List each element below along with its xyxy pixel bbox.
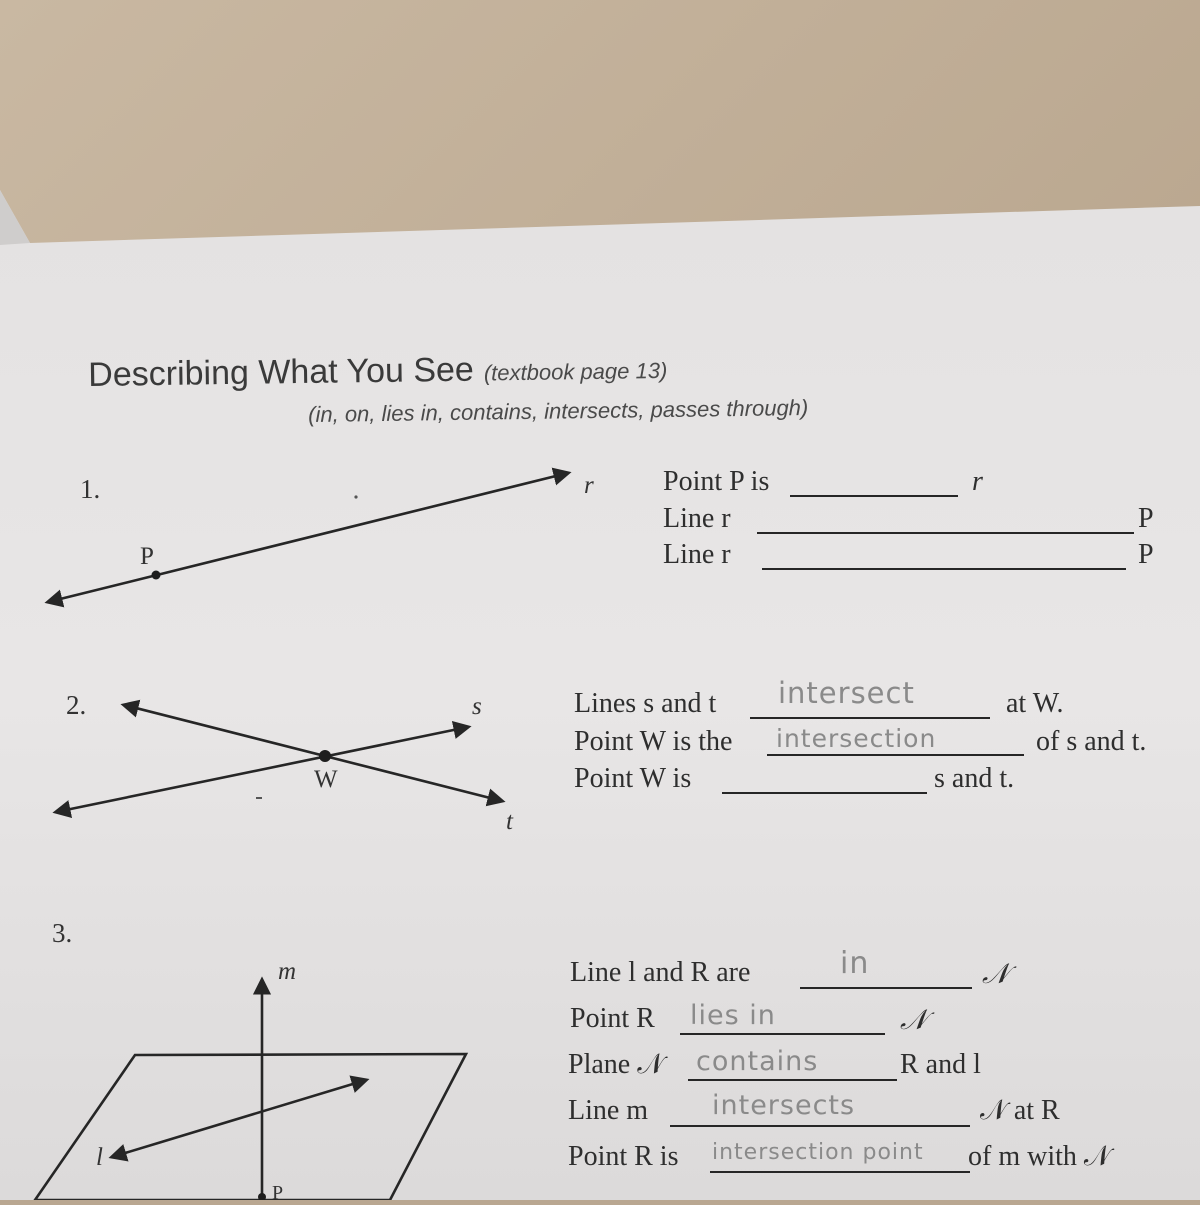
word-bank: (in, on, lies in, contains, intersects, passes through) [308,395,809,427]
p3-row4-prefix: Line m [568,1095,649,1126]
textbook-ref: (textbook page 13) [483,357,668,386]
p3-row2-prefix: Point R [570,1003,655,1034]
stray-dot [354,495,357,498]
p2-row1-suffix: at W. [1006,688,1064,719]
p3-row3-prefix: Plane 𝒩 [568,1049,665,1080]
line-l-label: l [96,1144,103,1171]
p3-row3-answer: contains [696,1046,819,1077]
p3-row5-prefix: Point R is [568,1141,679,1172]
p2-row1-answer: intersect [778,676,915,710]
p1-row3-prefix: Line r [663,539,731,570]
line-r-label: r [584,472,594,499]
p3-row4-suffix: 𝒩 at R [980,1095,1060,1126]
p3-row3-suffix: R and l [900,1049,981,1080]
p3-row1-answer: in [840,946,870,981]
line-t-label: t [506,808,513,835]
p3-row2-answer: lies in [690,1000,776,1031]
point-w-label: W [314,766,338,793]
point-p-label: P [140,543,154,570]
line-s-label: s [472,693,482,720]
worksheet-title [88,348,668,395]
problem-1-number: 1. [80,474,101,504]
problem-2-number: 2. [66,690,87,720]
p3-row5-answer: intersection point [712,1140,924,1165]
p1-row1-suffix: r [972,466,983,497]
point-p3-label: P [272,1182,284,1204]
p1-row2-suffix: P [1138,503,1154,534]
problem-3-number: 3. [52,918,73,948]
p2-row3-suffix: s and t. [934,763,1015,794]
p3-row4-answer: intersects [712,1090,856,1121]
line-m-label: m [278,958,297,985]
p3-row5-suffix: of m with 𝒩 [968,1141,1111,1172]
p2-row1-prefix: Lines s and t [574,688,717,719]
p2-row2-suffix: of s and t. [1036,726,1147,757]
point-w-dot [319,750,331,762]
p3-row1-suffix: 𝒩 [982,957,1009,990]
p3-row1-prefix: Line l and R are [570,957,751,988]
p2-row2-prefix: Point W is the [574,726,733,757]
p1-row3-suffix: P [1138,539,1154,570]
p1-row1-prefix: Point P is [663,466,770,497]
p1-row2-prefix: Line r [663,503,731,534]
p3-row2-suffix: 𝒩 [900,1003,927,1036]
p2-row2-answer: intersection [776,724,937,753]
p2-row3-prefix: Point W is [574,763,692,794]
point-p-dot [152,571,161,580]
title-text: Describing What You See [88,350,475,394]
